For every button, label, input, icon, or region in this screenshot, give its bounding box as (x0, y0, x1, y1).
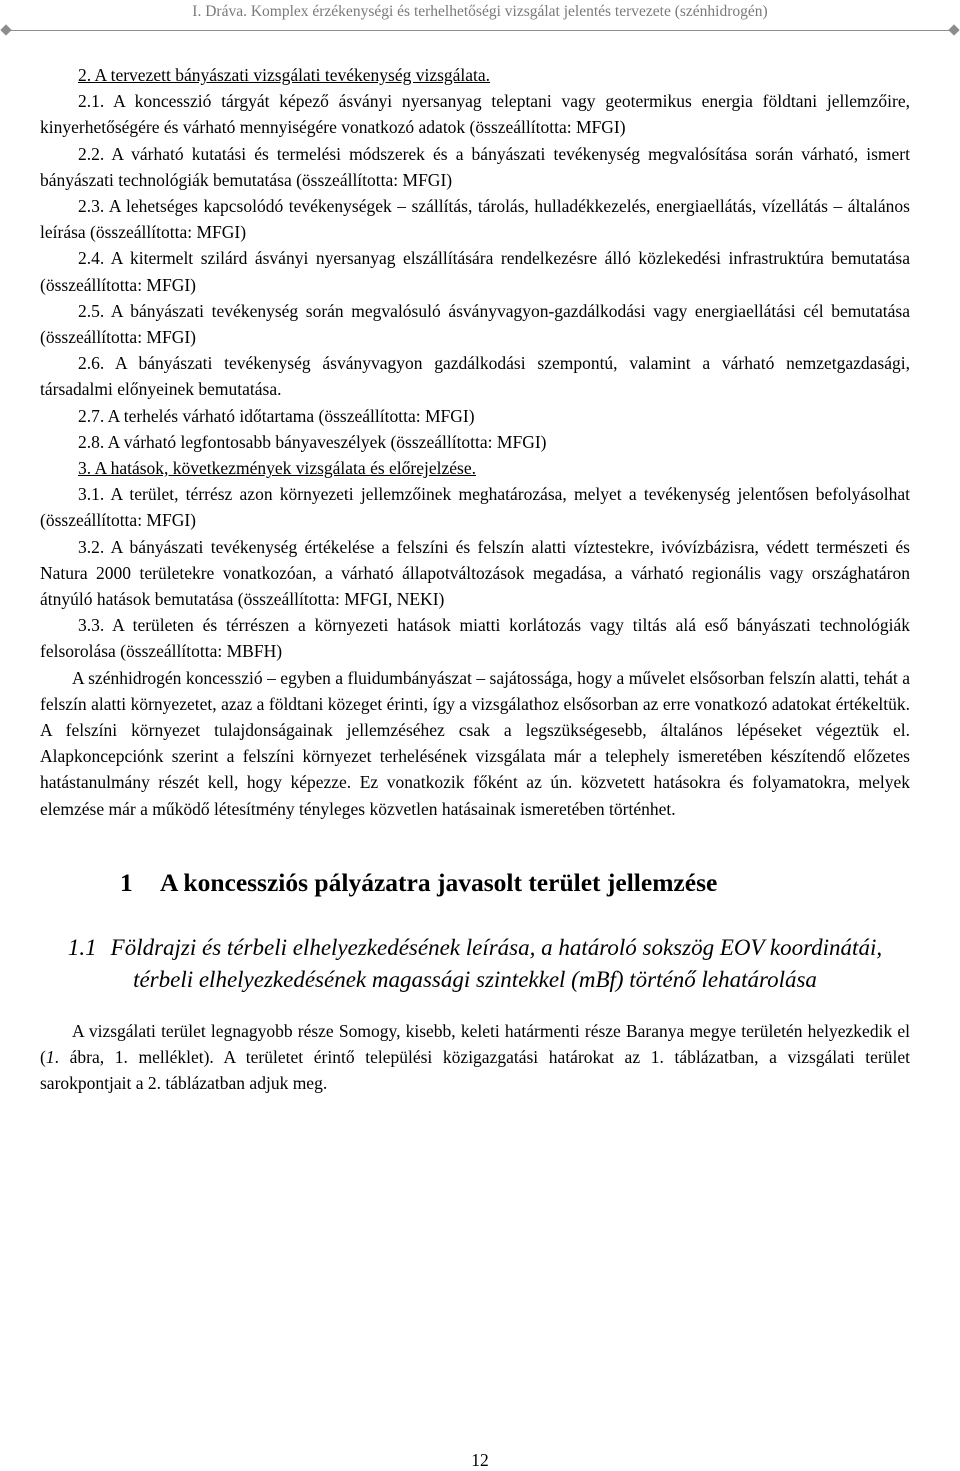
outline-item: 2.1. A koncesszió tárgyát képező ásványi nyersanyag teleptani vagy geotermikus energia földtani jellemzőire, kinyerhetőségére és várható mennyiségére vonatkozó adatok (összeállította: MFGI) (40, 91, 910, 138)
outline-item: 2.8. A várható legfontosabb bányaveszélyek (összeállította: MFGI) (78, 431, 547, 452)
outline-item: 3.2. A bányászati tevékenység értékelése a felszíni és felszín alatti víztestekre, ivóvízbázisra, védett természeti és Natura 2000 területekre vonatkozóan, a várható állapotváltozások megadása, a várható regionális vagy országhatáron átnyúló hatások bemutatása (összeállította: MFGI, NEKI) (40, 536, 910, 610)
body-text-before: A vizsgálati terület legnagyobb része Somogy, kisebb, keleti határmenti része Baranya megye területén helyezkedik el ( (40, 1020, 910, 1068)
rule-end-diamond-right (948, 24, 959, 35)
section-heading (40, 868, 910, 898)
outline-item: 2.6. A bányászati tevékenység ásványvagyon gazdálkodási szempontú, valamint a várható nemzetgazdasági, társadalmi előnyeinek bemutatása. (40, 353, 910, 400)
subsection-number: 1.1 (67, 934, 97, 960)
section-number: 1 (120, 867, 133, 897)
section-title: A koncessziós pályázatra javasolt terület jellemzése (160, 867, 718, 897)
outline-item: 2.2. A várható kutatási és termelési módszerek és a bányászati tevékenység megvalósítása során várható, ismert bányászati technológiák bemutatása (összeállította: MFGI) (40, 143, 910, 190)
outline-item: 2.5. A bányászati tevékenység során megvalósuló ásványvagyon-gazdálkodási vagy energiaellátási cél bemutatása (összeállította: MFGI) (40, 300, 910, 348)
body-text-after: . ábra, 1. melléklet). A területet érintő települési közigazgatási határokat az 1. táblázatban, a vizsgálati terület sarokpontjait a 2. táblázatban adjuk meg. (40, 1047, 910, 1094)
outline-item: 2.3. A lehetséges kapcsolódó tevékenységek – szállítás, tárolás, hulladékkezelés, energiaellátás, vízellátás – általános leírása (összeállította: MFGI) (40, 196, 910, 243)
running-header (0, 0, 960, 40)
body-paragraph (40, 1018, 910, 1097)
page-content (40, 62, 910, 1097)
header-title: I. Dráva. Komplex érzékenységi és terhelhetőségi vizsgálat jelentés tervezete (szénhidrogén) (192, 3, 768, 20)
outline-list (40, 62, 910, 665)
subsection-heading (40, 932, 910, 996)
outline-item: 2.7. A terhelés várható időtartama (összeállította: MFGI) (78, 405, 475, 426)
intro-paragraph: A szénhidrogén koncesszió – egyben a fluidumbányászat – sajátossága, hogy a művelet elsősorban felszín alatti, tehát a felszín alatti környezetet, azaz a földtani közeget érinti, így a vizsgálathoz elsősorban az erre vonatkozó adatokat értékeltük. A felszíni környezet tulajdonságainak jellemzéséhez csak a legszükségesebb, általános lépéseket végeztük el. Alapkoncepciónk szerint a felszíni környezet terhelésének vizsgálata már a telephely ismeretében készítendő előzetes hatástanulmány részét kell, hogy képezze. Ez vonatkozik főként az ún. közvetett hatásokra és folyamatokra, melyek elemzése már a működő létesítmény tényleges közvetlen hatásainak ismeretében történhet. (40, 667, 910, 819)
page-number: 12 (471, 1450, 489, 1470)
outline-item: 3.3. A területen és térrészen a környezeti hatások miatti korlátozás vagy tiltás alá eső bányászati technológiák felsorolása (összeállította: MBFH) (40, 615, 910, 662)
outline-heading (40, 62, 910, 88)
figure-reference: 1 (45, 1047, 55, 1068)
rule-end-diamond-left (0, 24, 11, 35)
underlined-text: 2. A tervezett bányászati vizsgálati tevékenység vizsgálata. (78, 65, 491, 85)
header-rule (6, 30, 954, 31)
outline-item: 2.4. A kitermelt szilárd ásványi nyersanyag elszállítására rendelkezésre álló közlekedési infrastruktúra bemutatása (összeállította: MFGI) (40, 248, 910, 295)
underlined-text: 3. A hatások, következmények vizsgálata és előrejelzése. (78, 458, 476, 479)
outline-heading (40, 455, 910, 481)
subsection-title: Földrajzi és térbeli elhelyezkedésének leírása, a határoló sokszög EOV koordinátái, térbeli elhelyezkedésének magassági szintekkel (mBf) történő lehatárolása (110, 934, 883, 992)
outline-item: 3.1. A terület, térrész azon környezeti jellemzőinek meghatározása, melyet a tevékenység jelentősen befolyásolhat (összeállította: MFGI) (40, 484, 910, 531)
